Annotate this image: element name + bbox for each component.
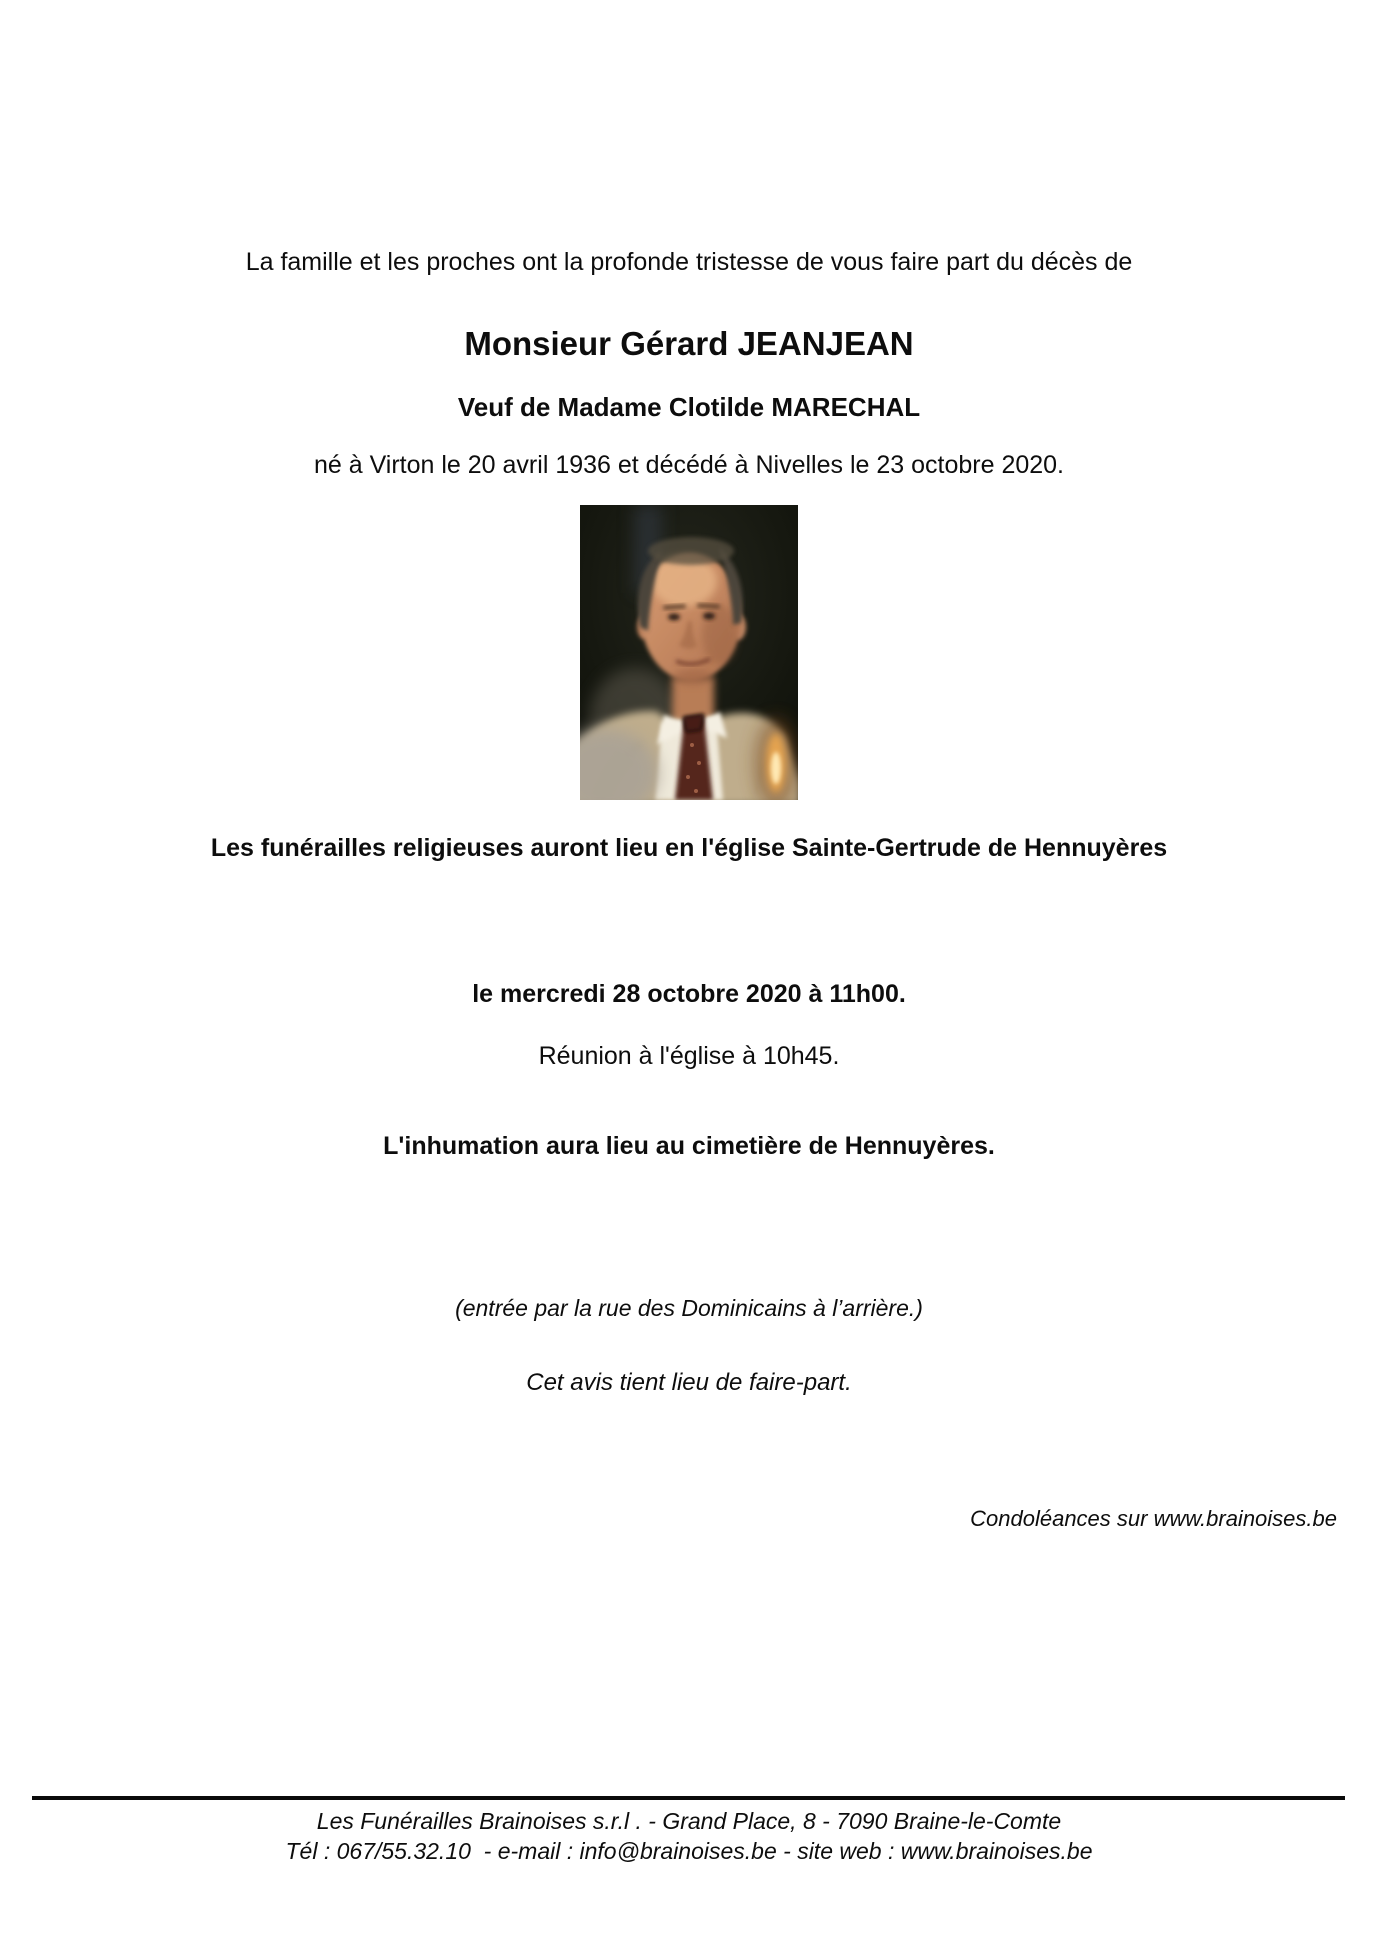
intro-text: La famille et les proches ont la profonde tristesse de vous faire part du décès de <box>245 248 1133 276</box>
portrait-photo-graphic <box>580 505 798 800</box>
footer-contact-line: Tél : 067/55.32.10 - e-mail : info@brainoises.be - site web : www.brainoises.be <box>285 1838 1093 1864</box>
notice-text: Cet avis tient lieu de faire-part. <box>526 1369 852 1396</box>
funeral-datetime-text: le mercredi 28 octobre 2020 à 11h00. <box>472 980 906 1008</box>
portrait-photo <box>580 505 798 800</box>
burial-text: L'inhumation aura lieu au cimetière de Hennuyères. <box>383 1132 995 1160</box>
meeting-text: Réunion à l'église à 10h45. <box>538 1042 840 1070</box>
entrance-note: (entrée par la rue des Dominicains à l’arrière.) <box>455 1295 923 1321</box>
footer-divider <box>32 1796 1345 1800</box>
deceased-name: Monsieur Gérard JEANJEAN <box>464 325 914 362</box>
widow-of-text: Veuf de Madame Clotilde MARECHAL <box>457 392 921 422</box>
condolences-text: Condoléances sur www.brainoises.be <box>970 1506 1337 1531</box>
birth-death-text: né à Virton le 20 avril 1936 et décédé à Nivelles le 23 octobre 2020. <box>313 451 1065 479</box>
funeral-location-text: Les funérailles religieuses auront lieu en l'église Sainte-Gertrude de Hennuyères <box>210 834 1168 862</box>
footer-company-line: Les Funérailles Brainoises s.r.l . - Grand Place, 8 - 7090 Braine-le-Comte <box>316 1808 1062 1834</box>
